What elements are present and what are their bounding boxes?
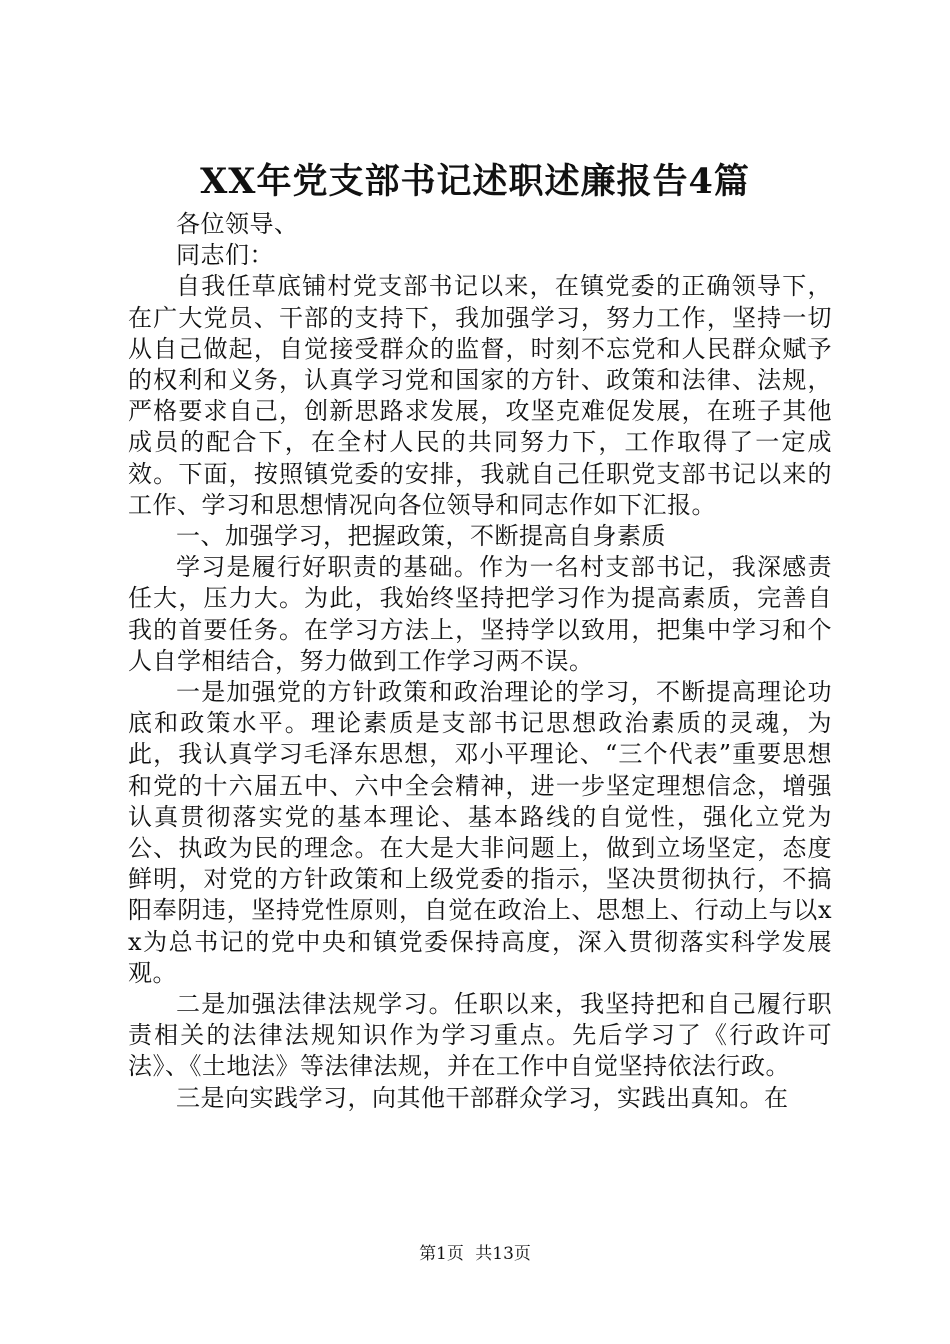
page-number: 第1页 — [419, 1244, 464, 1264]
body-paragraph: 学习是履行好职责的基础。作为一名村支部书记，我深感责任大，压力大。为此，我始终坚持把学习作为提高素质，完善自我的首要任务。在学习方法上，坚持学以致用，把集中学习和个人自学相结合，努力做到工作学习两不误。 — [128, 553, 832, 675]
page-total: 共13页 — [475, 1244, 531, 1264]
page-footer — [0, 1242, 950, 1266]
section-heading-1: 一、加强学习，把握政策，不断提高自身素质 — [176, 522, 666, 551]
salutation-line-1: 各位领导、 — [176, 210, 299, 238]
body-paragraph: 三是向实践学习，向其他干部群众学习，实践出真知。在 — [176, 1083, 789, 1112]
intro-paragraph: 自我任草底铺村党支部书记以来，在镇党委的正确领导下，在广大党员、干部的支持下，我加强学习，努力工作，坚持一切从自己做起，自觉接受群众的监督，时刻不忘党和人民群众赋予的权利和义务，认真学习党和国家的方针、政策和法律、法规，严格要求自己，创新思路求发展，攻坚克难促发展，在班子其他成员的配合下，在全村人民的共同努力下，工作取得了一定成效。下面，按照镇党委的安排，我就自己任职党支部书记以来的工作、学习和思想情况向各位领导和同志作如下汇报。 — [128, 272, 832, 519]
salutation-line-2: 同志们： — [176, 241, 274, 270]
body-paragraph: 一是加强党的方针政策和政治理论的学习，不断提高理论功底和政策水平。理论素质是支部书记思想政治素质的灵魂，为此，我认真学习毛泽东思想，邓小平理论、“三个代表”重要思想和党的十六届五中、六中全会精神，进一步坚定理想信念，增强认真贯彻落实党的基本理论、基本路线的自觉性，强化立党为公、执政为民的理念。在大是大非问题上，做到立场坚定，态度鲜明，对党的方针政策和上级党委的指示，坚决贯彻执行，不搞阳奉阴违，坚持党性原则，自觉在政治上、思想上、行动上与以xx为总书记的党中央和镇党委保持高度，深入贯彻落实科学发展观。 — [128, 678, 832, 987]
document-body — [128, 209, 832, 1114]
document-title: XX年党支部书记述职述廉报告4篇 — [200, 161, 750, 202]
body-paragraph: 二是加强法律法规学习。任职以来，我坚持把和自己履行职责相关的法律法规知识作为学习重点。先后学习了《行政许可法》、《土地法》等法律法规，并在工作中自觉坚持依法行政。 — [128, 990, 832, 1081]
